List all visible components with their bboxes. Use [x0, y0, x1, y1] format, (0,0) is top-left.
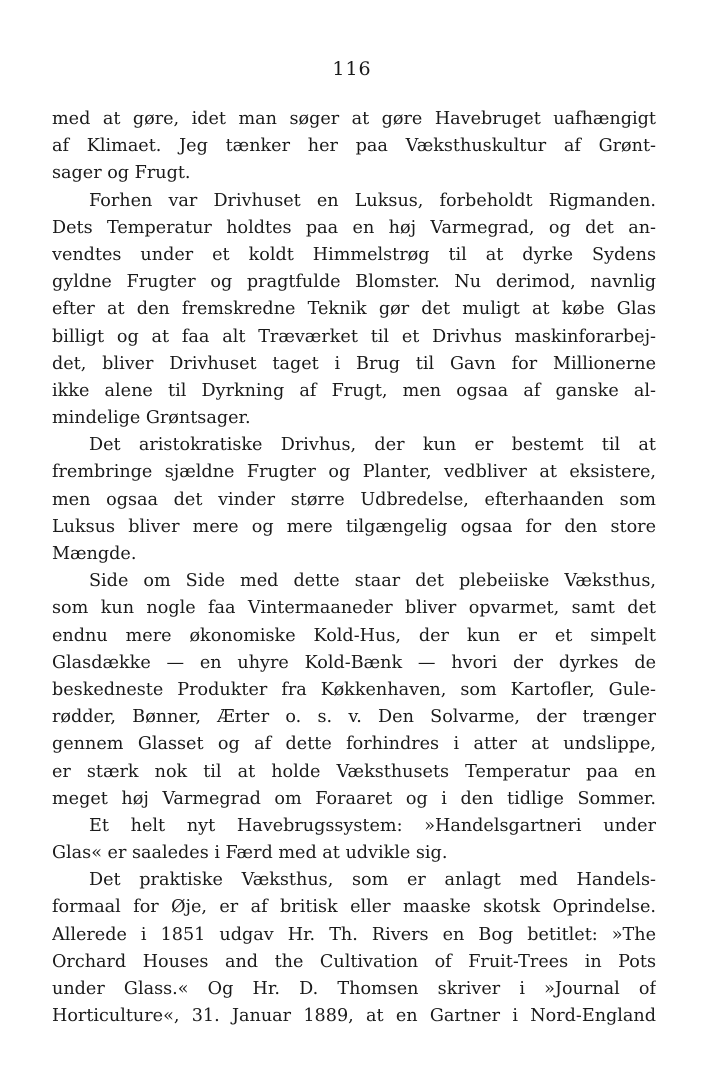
- text-line: Allerede i 1851 udgav Hr. Th. Rivers en Bog betitlet: »The: [52, 924, 656, 945]
- text-line: Forhen var Drivhuset en Luksus, forbeholdt Rigmanden.: [89, 190, 656, 211]
- text-line: frembringe sjældne Frugter og Planter, vedbliver at eksistere,: [52, 462, 656, 483]
- body-text: [52, 106, 656, 1030]
- text-line: under Glass.« Og Hr. D. Thomsen skriver i »Journal of: [52, 979, 656, 999]
- text-line: som kun nogle faa Vintermaaneder bliver opvarmet, samt det: [52, 598, 656, 619]
- text-line: Glasdække — en uhyre Kold-Bænk — hvori der dyrkes de: [52, 652, 656, 673]
- text-line: af Klimaet. Jeg tænker her paa Væksthuskultur af Grønt-: [52, 136, 656, 157]
- text-line: sager og Frugt.: [52, 163, 191, 184]
- text-line: billigt og at faa alt Træværket til et Drivhus maskinforarbej-: [52, 326, 656, 347]
- text-line: med at gøre, idet man søger at gøre Havebruget uafhængigt: [52, 109, 656, 129]
- text-line: vendtes under et koldt Himmelstrøg til at dyrke Sydens: [52, 244, 656, 265]
- text-line: Det aristokratiske Drivhus, der kun er bestemt til at: [89, 435, 656, 456]
- text-line: men ogsaa det vinder større Udbredelse, efterhaanden som: [52, 489, 656, 510]
- text-line: Dets Temperatur holdtes paa en høj Varmegrad, og det an-: [52, 217, 656, 238]
- text-line: det, bliver Drivhuset taget i Brug til Gavn for Millionerne: [52, 353, 656, 374]
- text-line: formaal for Øje, er af britisk eller maaske skotsk Oprindelse.: [52, 897, 656, 918]
- page-number: 116: [332, 58, 372, 80]
- text-line: Orchard Houses and the Cultivation of Fruit-Trees in Pots: [52, 951, 656, 972]
- text-line: gennem Glasset og af dette forhindres i atter at undslippe,: [52, 734, 656, 755]
- text-line: Luksus bliver mere og mere tilgængelig ogsaa for den store: [52, 516, 656, 537]
- text-line: beskedneste Produkter fra Køkkenhaven, som Kartofler, Gule-: [52, 679, 656, 700]
- text-line: efter at den fremskredne Teknik gør det muligt at købe Glas: [52, 299, 656, 320]
- text-line: Horticulture«, 31. Januar 1889, at en Gartner i Nord-England: [52, 1006, 656, 1027]
- text-line: mindelige Grøntsager.: [52, 408, 251, 429]
- text-line: Glas« er saaledes i Færd med at udvikle sig.: [52, 843, 448, 864]
- text-line: gyldne Frugter og pragtfulde Blomster. Nu derimod, navnlig: [52, 272, 656, 293]
- text-line: Et helt nyt Havebrugssystem: »Handelsgartneri under: [89, 815, 656, 836]
- text-line: endnu mere økonomiske Kold-Hus, der kun er et simpelt: [52, 625, 656, 646]
- text-line: Side om Side med dette staar det plebeiiske Væksthus,: [89, 571, 656, 592]
- text-line: Mængde.: [52, 544, 137, 564]
- text-line: rødder, Bønner, Ærter o. s. v. Den Solvarme, der trænger: [52, 707, 656, 728]
- text-line: meget høj Varmegrad om Foraaret og i den tidlige Sommer.: [52, 788, 656, 809]
- text-line: Det praktiske Væksthus, som er anlagt med Handels-: [89, 870, 656, 891]
- text-line: er stærk nok til at holde Væksthusets Temperatur paa en: [52, 761, 656, 782]
- text-line: ikke alene til Dyrkning af Frugt, men ogsaa af ganske al-: [52, 380, 656, 401]
